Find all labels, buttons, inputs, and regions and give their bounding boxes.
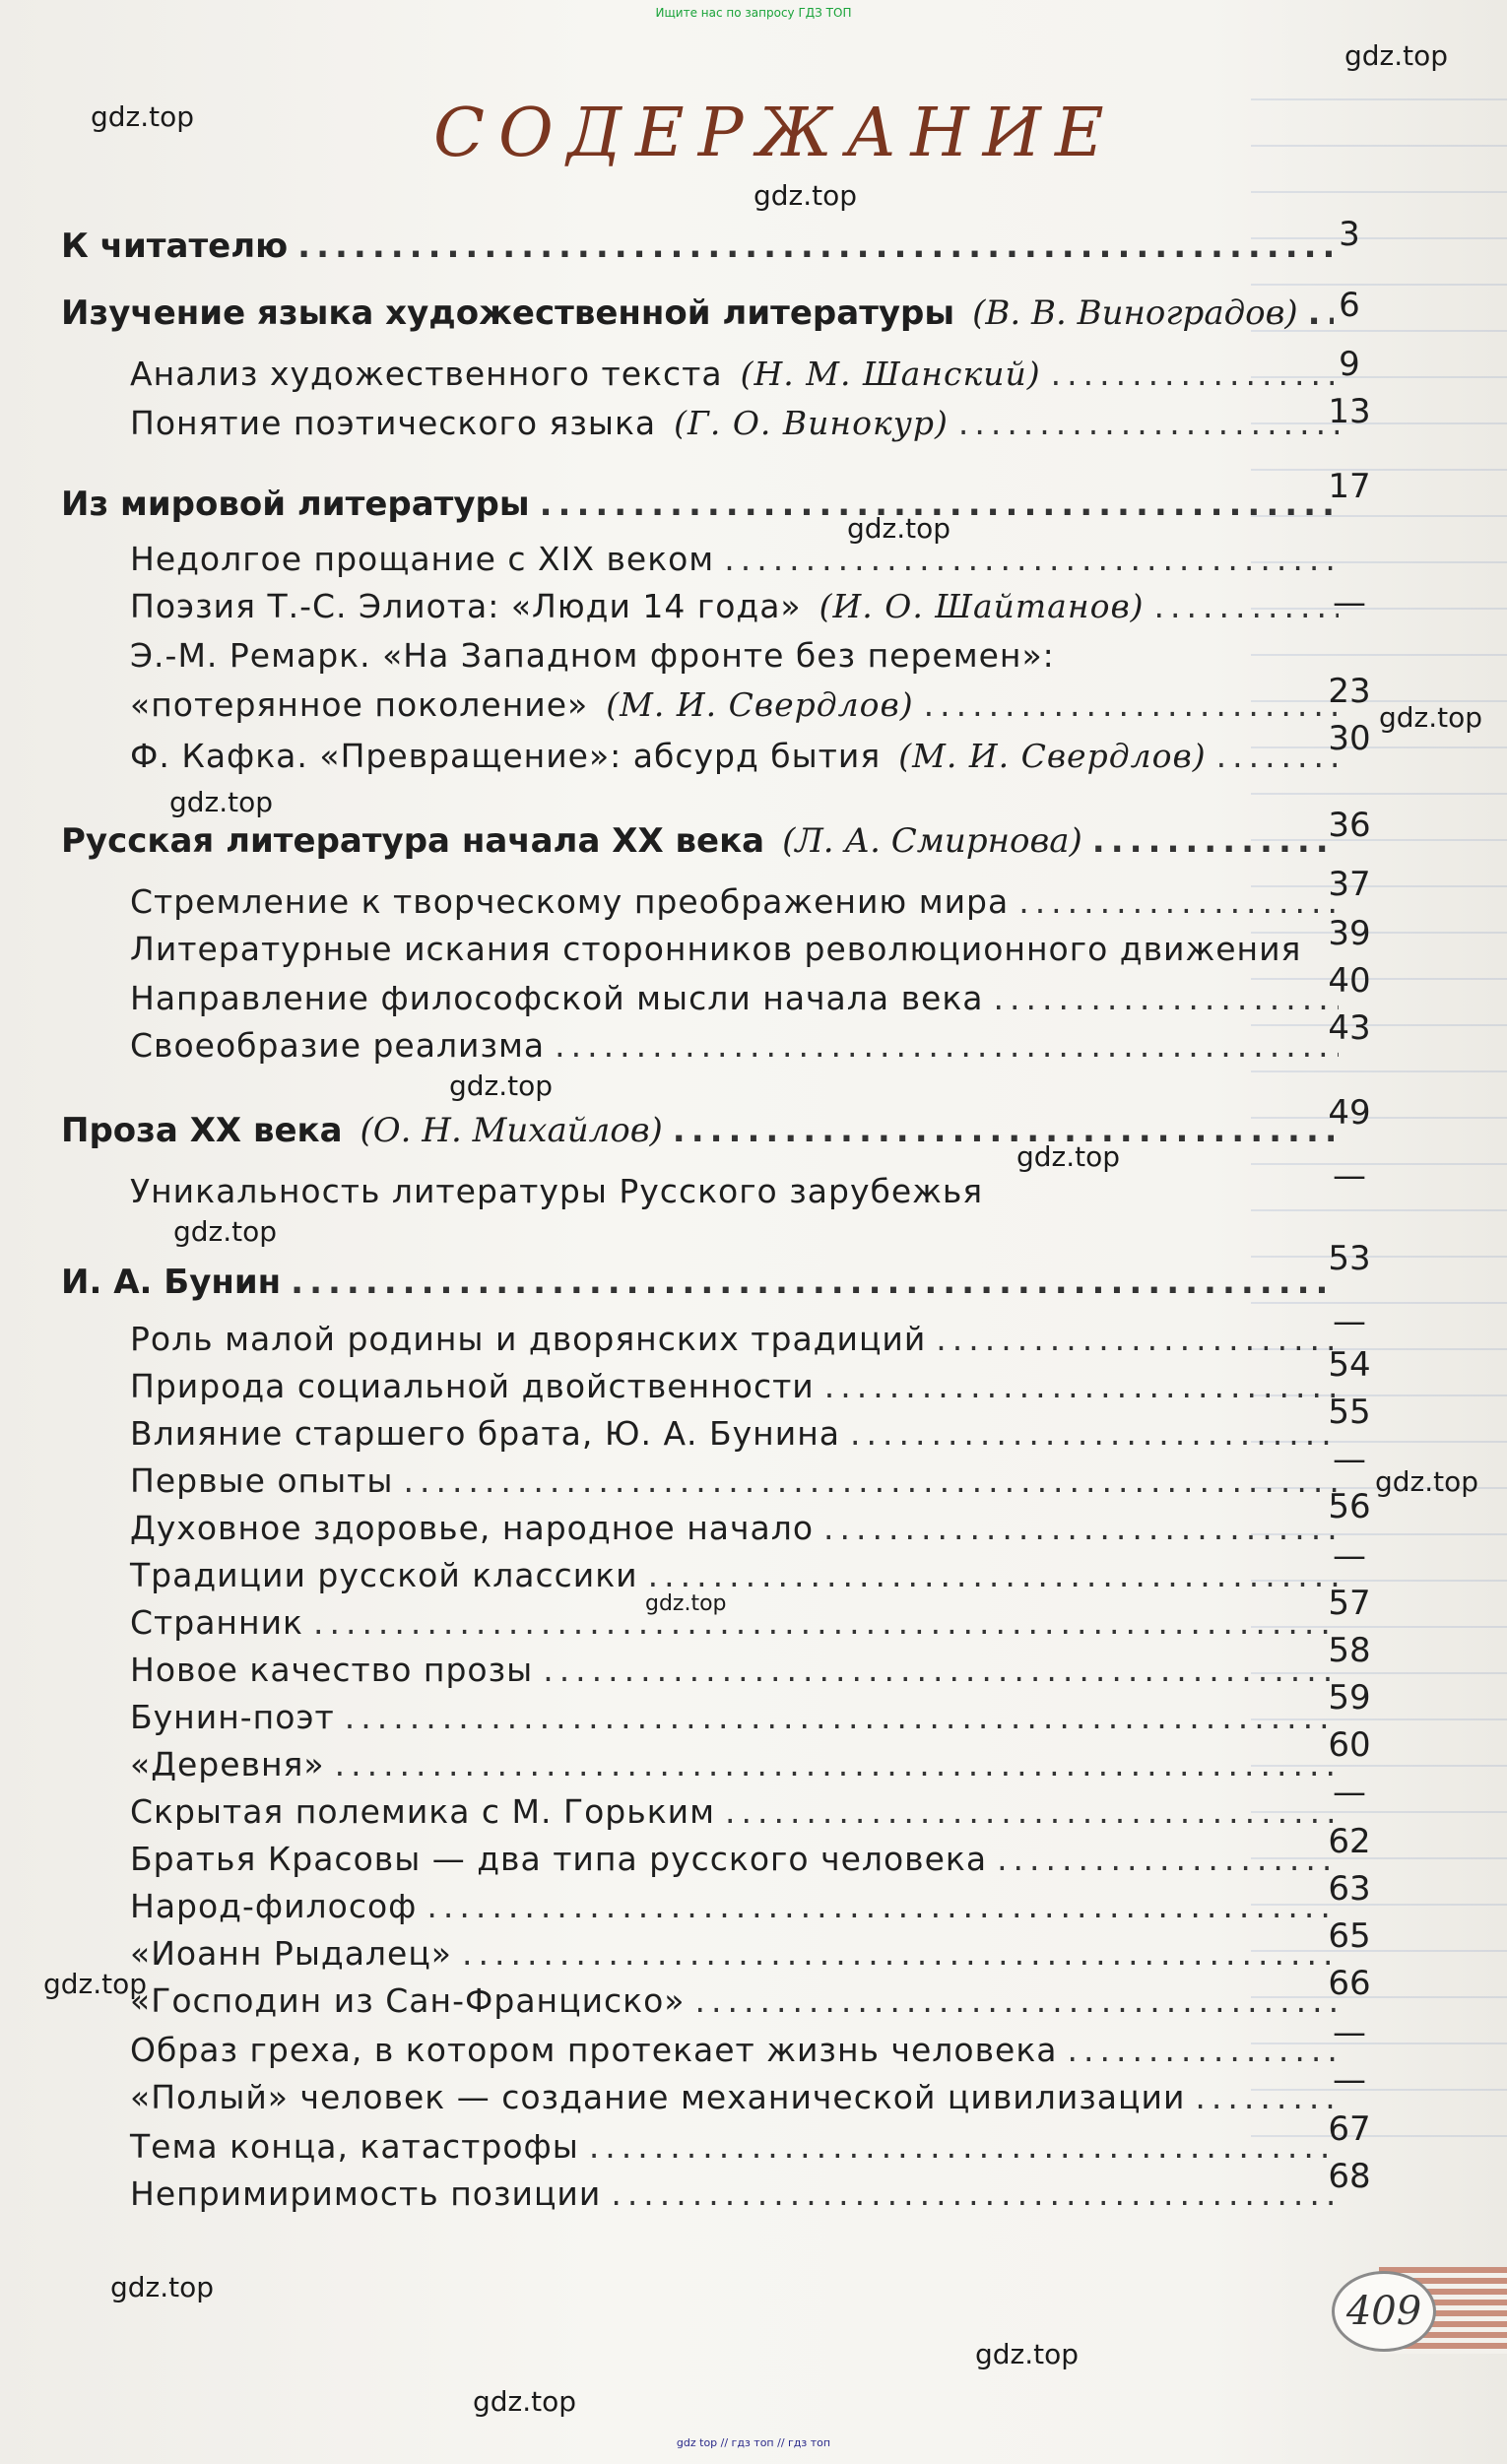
- leader-dots: [403, 1461, 1339, 1500]
- toc-entry: [61, 821, 1342, 867]
- toc-entry: [130, 1887, 1346, 1932]
- toc-entry-title: Стремление к творческому преображению мира: [130, 882, 1010, 921]
- toc-entry: [130, 1981, 1346, 2027]
- leader-dots: [345, 1698, 1339, 1736]
- toc-page-number: —: [1333, 1773, 1366, 1812]
- toc-entry-author: (Г. О. Винокур): [674, 404, 949, 442]
- leader-dots: [313, 1603, 1339, 1642]
- toc-entry-author: (И. О. Шайтанов): [819, 587, 1145, 625]
- toc-entry-author: (В. В. Виноградов): [972, 293, 1298, 333]
- toc-entry: [61, 293, 1342, 339]
- page-number: 409: [1332, 2271, 1436, 2352]
- watermark: gdz.top: [975, 2338, 1080, 2370]
- toc-entry-title: Недолгое прощание с XIX веком: [130, 540, 715, 578]
- toc-entry-author: (О. Н. Михайлов): [360, 1111, 663, 1150]
- toc-page-number: 56: [1328, 1487, 1371, 1526]
- toc-entry: [130, 355, 1346, 400]
- toc-page-number: 55: [1328, 1393, 1371, 1432]
- toc-page-number: 49: [1328, 1093, 1371, 1133]
- leader-dots: [695, 1981, 1340, 2020]
- toc-entry-title: И. А. Бунин: [61, 1263, 282, 1302]
- leader-dots: [611, 2174, 1339, 2213]
- toc-page-number: 60: [1328, 1725, 1371, 1765]
- toc-entry: [61, 1263, 1342, 1308]
- toc-entry-title: Народ-философ: [130, 1887, 418, 1925]
- toc-page-number: 39: [1328, 914, 1371, 953]
- leader-dots: [1067, 2031, 1339, 2069]
- toc-page-number: 57: [1328, 1584, 1371, 1623]
- toc-page-number: 53: [1328, 1239, 1371, 1278]
- toc-entry-title: Первые опыты: [130, 1461, 394, 1500]
- toc-entry-title: Образ греха, в котором протекает жизнь человека: [130, 2031, 1058, 2069]
- toc-page-number: 66: [1328, 1964, 1371, 2003]
- toc-entry: [130, 979, 1346, 1024]
- toc-entry-title: «Деревня»: [130, 1745, 325, 1783]
- leader-dots: [823, 1509, 1339, 1547]
- toc-entry: [130, 540, 1346, 585]
- leader-dots: [673, 1111, 1334, 1150]
- toc-entry: [61, 227, 1342, 272]
- toc-entry-title: Влияние старшего брата, Ю. А. Бунина: [130, 1414, 840, 1453]
- toc-entry-title: Духовное здоровье, народное начало: [130, 1509, 815, 1547]
- toc-entry-title: Странник: [130, 1603, 303, 1642]
- leader-dots: [1051, 355, 1339, 393]
- toc-entry: [130, 1414, 1346, 1459]
- toc-entry: [130, 404, 1346, 449]
- toc-entry: [130, 1509, 1346, 1554]
- toc-page-number: 9: [1339, 345, 1360, 384]
- watermark: gdz.top: [1016, 1140, 1121, 1173]
- toc-entry-title: Ф. Кафка. «Превращение»: абсурд бытия: [130, 737, 882, 775]
- toc-entry: [130, 737, 1346, 782]
- toc-entry-title: Литературные искания сторонников революционного движения: [130, 930, 1302, 968]
- watermark: gdz.top: [754, 179, 858, 212]
- toc-page-number: 43: [1328, 1008, 1371, 1048]
- leader-dots: [850, 1414, 1339, 1453]
- toc-entry-title: Изучение языка художественной литературы: [61, 293, 955, 333]
- watermark: gdz.top: [847, 512, 951, 545]
- leader-dots: [543, 1651, 1339, 1689]
- toc-entry-title: «Полый» человек — создание механической цивилизации: [130, 2078, 1186, 2116]
- leader-dots: [958, 404, 1339, 442]
- toc-entry: [130, 587, 1346, 632]
- bottom-banner[interactable]: gdz top // гдз топ // гдз топ: [676, 2436, 831, 2449]
- toc-entry-title: Русская литература начала XX века: [61, 821, 765, 861]
- watermark: gdz.top: [1379, 701, 1483, 734]
- leader-dots: [997, 1840, 1339, 1878]
- toc-page-number: 13: [1328, 392, 1371, 431]
- toc-page-number: 59: [1328, 1678, 1371, 1718]
- toc-entry-title: Бунин-поэт: [130, 1698, 335, 1736]
- toc-entry: [130, 685, 1346, 731]
- toc-entry-author: (Л. А. Смирнова): [782, 821, 1082, 861]
- toc-entry-title: Уникальность литературы Русского зарубежья: [130, 1172, 984, 1210]
- toc-entry: [130, 2174, 1346, 2220]
- watermark: gdz.top: [449, 1070, 554, 1102]
- toc-entry: [130, 1461, 1346, 1507]
- leader-dots: [589, 2127, 1339, 2166]
- toc-entry: [130, 1698, 1346, 1743]
- leader-dots: [1092, 821, 1334, 861]
- watermark: gdz.top: [43, 1968, 148, 2000]
- toc-entry: [130, 1172, 1346, 1217]
- watermark: gdz.top: [1375, 1465, 1479, 1498]
- toc-page-number: 54: [1328, 1345, 1371, 1385]
- toc-entry: [130, 636, 1346, 681]
- toc-entry: [130, 1745, 1346, 1790]
- toc-entry-author: (М. И. Свердлов): [898, 737, 1207, 775]
- leader-dots: [648, 1556, 1339, 1594]
- toc-entry-title: Понятие поэтического языка: [130, 404, 657, 442]
- leader-dots: [291, 1263, 1334, 1302]
- toc-page-number: 68: [1328, 2157, 1371, 2196]
- leader-dots: [426, 1887, 1339, 1925]
- toc-entry: [130, 1651, 1346, 1696]
- leader-dots: [555, 1026, 1339, 1065]
- watermark: gdz.top: [645, 1591, 727, 1616]
- watermark: gdz.top: [169, 786, 274, 818]
- toc-entry-title: Из мировой литературы: [61, 485, 530, 524]
- toc-page-number: 6: [1339, 286, 1360, 325]
- leader-dots: [936, 1320, 1339, 1358]
- toc-entry: [130, 1556, 1346, 1601]
- toc-entry: [130, 1603, 1346, 1649]
- toc-entry: [130, 1840, 1346, 1885]
- leader-dots: [993, 979, 1339, 1017]
- toc-entry-title: К читателю: [61, 227, 289, 266]
- toc-entry: [130, 1934, 1346, 1979]
- page-title: СОДЕРЖАНИЕ: [433, 95, 1118, 172]
- toc-entry-title: Своеобразие реализма: [130, 1026, 546, 1065]
- toc-entry: [130, 2127, 1346, 2172]
- toc-entry-title: Э.-М. Ремарк. «На Западном фронте без перемен»:: [130, 636, 1055, 675]
- toc-page-number: 23: [1328, 672, 1371, 711]
- leader-dots: [335, 1745, 1339, 1783]
- toc-entry-title: «потерянное поколение»: [130, 685, 589, 724]
- toc-entry: [130, 2031, 1346, 2076]
- toc-entry: [61, 1111, 1342, 1156]
- toc-entry-title: Поэзия Т.-С. Элиота: «Люди 14 года»: [130, 587, 802, 625]
- toc-entry-title: Скрытая полемика с М. Горьким: [130, 1792, 715, 1831]
- toc-entry: [130, 882, 1346, 928]
- toc-page-number: 63: [1328, 1869, 1371, 1909]
- toc-page-number: —: [1333, 2060, 1366, 2100]
- toc-page-number: —: [1333, 1536, 1366, 1576]
- leader-dots: [725, 1792, 1339, 1831]
- watermark: gdz.top: [91, 100, 195, 133]
- toc-page-number: 3: [1339, 215, 1360, 254]
- toc-entry-title: «Иоанн Рыдалец»: [130, 1934, 452, 1973]
- leader-dots: [824, 1367, 1339, 1405]
- toc-page-number: 37: [1328, 865, 1371, 904]
- watermark: gdz.top: [1344, 39, 1449, 72]
- toc-page-number: —: [1333, 1156, 1366, 1196]
- toc-entry-title: Братья Красовы — два типа русского человека: [130, 1840, 988, 1878]
- toc-entry-title: Анализ художественного текста: [130, 355, 723, 393]
- toc-entry: [130, 930, 1346, 975]
- leader-dots: [297, 227, 1334, 266]
- toc-page-number: 30: [1328, 719, 1371, 758]
- watermark: gdz.top: [173, 1215, 278, 1248]
- toc-entry-author: (М. И. Свердлов): [606, 685, 914, 724]
- toc-entry-title: Новое качество прозы: [130, 1651, 534, 1689]
- toc-page-number: 62: [1328, 1822, 1371, 1861]
- toc-entry-title: Направление философской мысли начала века: [130, 979, 984, 1017]
- toc-page-number: —: [1333, 2013, 1366, 2052]
- toc-entry: [130, 2078, 1346, 2123]
- toc-page-number: 40: [1328, 961, 1371, 1001]
- top-banner[interactable]: Ищите нас по запросу ГДЗ ТОП: [655, 6, 852, 20]
- toc-entry-title: Проза XX века: [61, 1111, 343, 1150]
- watermark: gdz.top: [110, 2271, 215, 2303]
- toc-entry: [130, 1367, 1346, 1412]
- leader-dots: [924, 685, 1339, 724]
- toc-page-number: 17: [1328, 467, 1371, 506]
- toc-page-number: —: [1333, 583, 1366, 622]
- toc-entry: [130, 1792, 1346, 1838]
- toc-page-number: 65: [1328, 1916, 1371, 1956]
- toc-page-number: 36: [1328, 806, 1371, 845]
- toc-entry-title: Природа социальной двойственности: [130, 1367, 815, 1405]
- toc-entry-author: (Н. М. Шанский): [740, 355, 1041, 393]
- toc-entry-title: Роль малой родины и дворянских традиций: [130, 1320, 927, 1358]
- toc-page-number: —: [1333, 1302, 1366, 1341]
- toc-page-number: 58: [1328, 1631, 1371, 1670]
- toc-entry: [130, 1026, 1346, 1071]
- toc-page-number: —: [1333, 1440, 1366, 1479]
- leader-dots: [1018, 882, 1339, 921]
- toc-entry: [130, 1320, 1346, 1365]
- leader-dots: [462, 1934, 1339, 1973]
- toc-entry: [61, 485, 1342, 530]
- toc-entry-title: Традиции русской классики: [130, 1556, 638, 1594]
- toc-entry-title: Тема конца, катастрофы: [130, 2127, 579, 2166]
- toc-entry-title: «Господин из Сан-Франциско»: [130, 1981, 686, 2020]
- toc-page-number: 67: [1328, 2109, 1371, 2149]
- watermark: gdz.top: [473, 2385, 577, 2418]
- toc-entry-title: Непримиримость позиции: [130, 2174, 602, 2213]
- leader-dots: [724, 540, 1339, 578]
